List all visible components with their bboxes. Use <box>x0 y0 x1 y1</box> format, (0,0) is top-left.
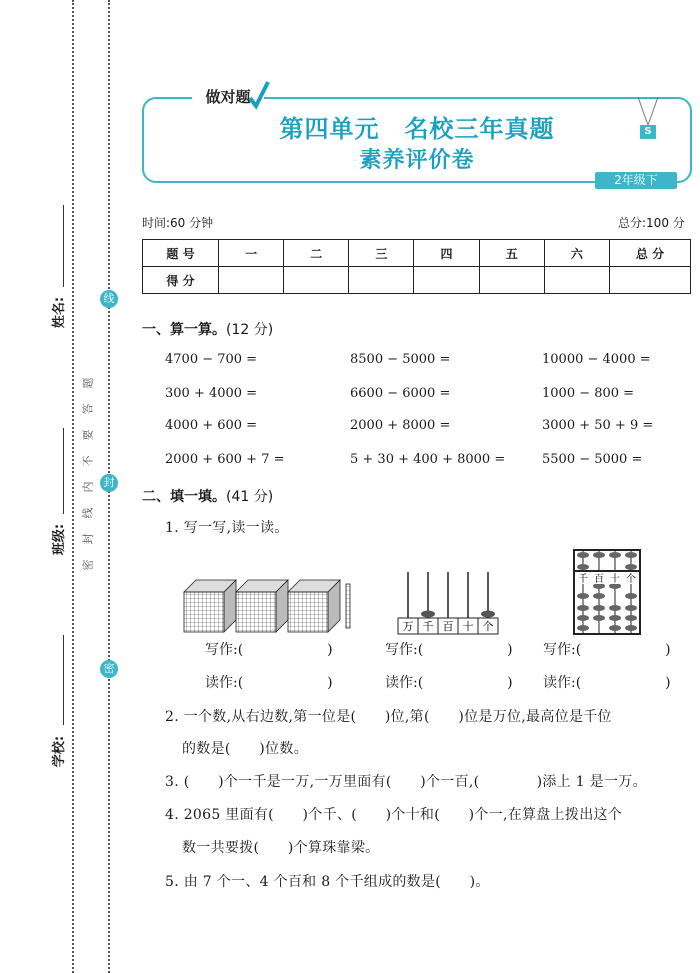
write-blank[interactable]: 写作:( ) <box>385 642 513 658</box>
read-blank[interactable]: 读作:( ) <box>205 675 333 691</box>
calc-item: 300 + 4000 = <box>165 386 258 401</box>
score-input-cell[interactable] <box>610 267 691 294</box>
badge-label: 做对题 <box>192 86 264 110</box>
calc-item: 4700 − 700 = <box>165 352 258 367</box>
write-blank[interactable]: 写作:( ) <box>205 642 333 658</box>
place-label: 十 <box>462 620 474 633</box>
place-label: 百 <box>442 620 454 633</box>
seal-dot-xian: 线 <box>100 290 118 308</box>
question-4-line1: 4. 2065 里面有( )个千、( )个十和( )个一,在算盘上拨出这个 <box>165 807 623 823</box>
table-cell: 六 <box>544 240 609 267</box>
table-cell: 得 分 <box>143 267 219 294</box>
seal-char: 题 <box>81 377 95 389</box>
time-label: 时间:60 分钟 <box>142 216 214 230</box>
read-blank[interactable]: 读作:( ) <box>385 675 513 691</box>
table-cell: 五 <box>479 240 544 267</box>
score-input-cell[interactable] <box>414 267 479 294</box>
seal-char: 密 <box>81 559 95 571</box>
ten-rod <box>346 584 350 628</box>
score-input-cell[interactable] <box>544 267 609 294</box>
calc-item: 2000 + 8000 = <box>350 418 451 433</box>
question-4-line2: 数一共要拨( )个算珠靠梁。 <box>182 840 380 856</box>
read-blank[interactable]: 读作:( ) <box>543 675 671 691</box>
calc-item: 5 + 30 + 400 + 8000 = <box>350 452 506 467</box>
question-2-line1: 2. 一个数,从右边数,第一位是( )位,第( )位是万位,最高位是千位 <box>165 709 612 725</box>
section1-heading <box>142 319 273 339</box>
binding-line-outer <box>72 0 74 973</box>
place-label: 个 <box>626 574 636 585</box>
calc-item: 8500 − 5000 = <box>350 352 451 367</box>
class-label: 班级: <box>52 523 68 556</box>
seal-char: 要 <box>81 429 95 441</box>
question-5: 5. 由 7 个一、4 个百和 8 个千组成的数是( )。 <box>165 874 490 890</box>
table-cell: 总 分 <box>610 240 691 267</box>
section-points: (12 分) <box>226 322 274 338</box>
section-title: 一、算一算。 <box>142 322 226 338</box>
tag-s: S <box>640 125 656 139</box>
calc-item: 10000 − 4000 = <box>542 352 651 367</box>
seal-char: 不 <box>81 455 95 467</box>
hanging-tag-icon <box>630 97 666 127</box>
calc-item: 6600 − 6000 = <box>350 386 451 401</box>
table-row <box>143 267 691 294</box>
school-line <box>63 635 64 725</box>
calc-item: 2000 + 600 + 7 = <box>165 452 285 467</box>
place-value-blocks-image <box>182 578 358 634</box>
question-1: 1. 写一写,读一读。 <box>165 520 289 536</box>
page-title: 第四单元 名校三年真题 <box>279 115 555 143</box>
score-input-cell[interactable] <box>479 267 544 294</box>
bead <box>481 611 495 618</box>
counting-frame-image <box>395 570 505 636</box>
place-label: 千 <box>422 620 434 633</box>
school-label: 学校: <box>52 735 68 768</box>
calc-item: 1000 − 800 = <box>542 386 635 401</box>
question-3: 3. ( )个一千是一万,一万里面有( )个一百,( )添上 1 是一万。 <box>165 774 647 790</box>
table-cell: 四 <box>414 240 479 267</box>
total-score-label: 总分:100 分 <box>618 216 685 230</box>
bead <box>421 611 435 618</box>
calc-item: 3000 + 50 + 9 = <box>542 418 654 433</box>
section-title: 二、填一填。 <box>142 489 226 505</box>
score-input-cell[interactable] <box>284 267 349 294</box>
place-label: 千 <box>578 574 588 585</box>
thousand-cube <box>184 580 236 632</box>
seal-char: 封 <box>81 533 95 545</box>
seal-char: 线 <box>81 507 95 519</box>
calc-item: 5500 − 5000 = <box>542 452 643 467</box>
hundred-flat <box>288 580 340 632</box>
score-input-cell[interactable] <box>349 267 414 294</box>
question-2-line2: 的数是( )位数。 <box>182 741 308 757</box>
calc-item: 4000 + 600 = <box>165 418 258 433</box>
name-line <box>63 205 64 287</box>
seal-dot-feng: 封 <box>100 474 118 492</box>
grade-badge: 2年级下 <box>595 172 677 189</box>
score-input-cell[interactable] <box>219 267 284 294</box>
table-cell: 一 <box>219 240 284 267</box>
section2-heading <box>142 486 273 506</box>
write-blank[interactable]: 写作:( ) <box>543 642 671 658</box>
suanpan-image <box>572 548 642 636</box>
place-label: 万 <box>402 620 414 633</box>
place-label: 个 <box>482 620 494 633</box>
seal-char: 答 <box>81 403 95 415</box>
class-line <box>63 428 64 514</box>
seal-dot-mi: 密 <box>100 660 118 678</box>
thousand-cube <box>236 580 288 632</box>
place-label: 百 <box>594 574 604 585</box>
page-subtitle: 素养评价卷 <box>359 148 475 173</box>
section-points: (41 分) <box>226 489 274 505</box>
score-table <box>142 239 691 294</box>
table-cell: 二 <box>284 240 349 267</box>
table-cell: 三 <box>349 240 414 267</box>
checkmark-icon <box>248 80 270 110</box>
place-label: 十 <box>610 574 620 585</box>
seal-char: 内 <box>81 481 95 493</box>
table-row <box>143 240 691 267</box>
name-label: 姓名: <box>52 296 68 329</box>
table-cell: 题 号 <box>143 240 219 267</box>
